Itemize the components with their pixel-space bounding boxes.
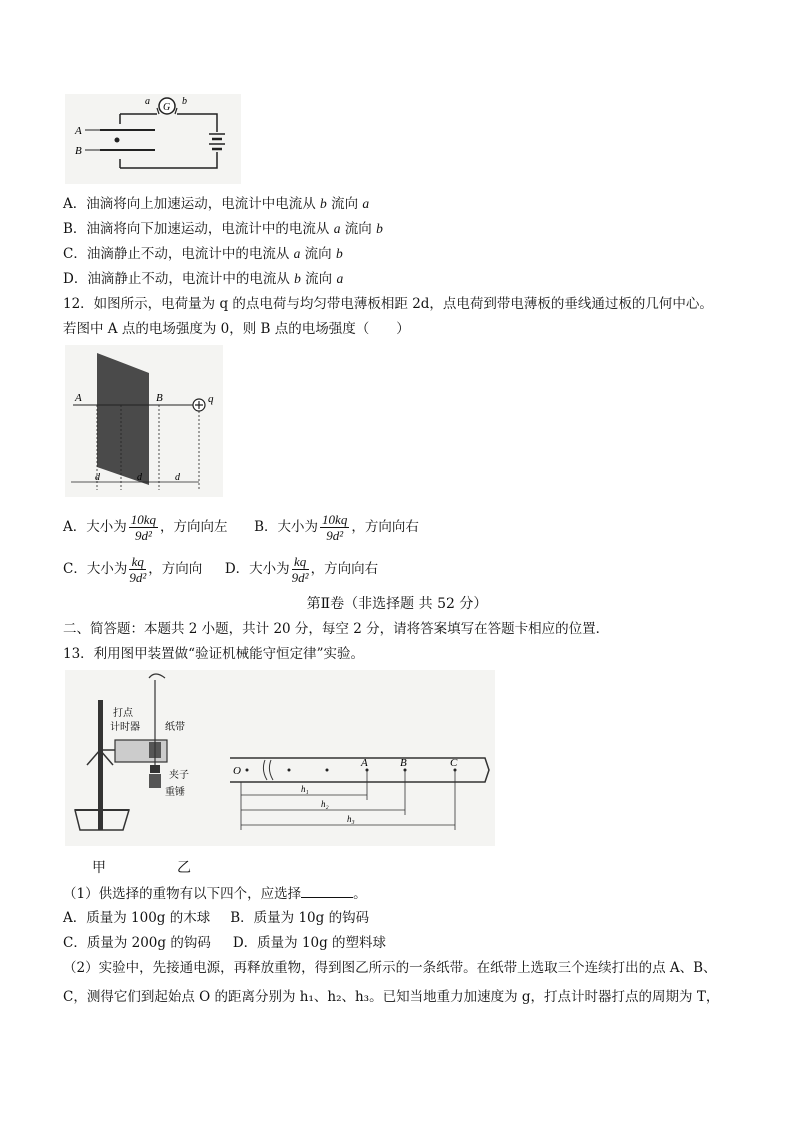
q12-stem-line2: 若图中 A 点的电场强度为 0，则 B 点的电场强度（ ）: [63, 321, 410, 337]
label-b: b: [182, 96, 187, 107]
label-plate-a: A: [75, 125, 82, 137]
label-charge-q: q: [208, 393, 214, 405]
experiment-diagram: [65, 670, 495, 846]
label-a: a: [145, 96, 150, 107]
section-2-title: 第Ⅱ卷（非选择题 共 52 分）: [306, 596, 488, 612]
q13-part2-line1: （2）实验中，先接通电源，再释放重物，得到图乙所示的一条纸带。在纸带上选取三个连续打出的点 A、B、: [63, 960, 717, 976]
q13-options-cd: C．质量为 200g 的钩码 D．质量为 10g 的塑料球: [63, 935, 387, 951]
q11-option-a: A．油滴将向上加速运动，电流计中电流从 b 流向 a: [63, 196, 370, 212]
label-dadian: 打点: [113, 708, 133, 719]
label-jishiqi: 计时器: [110, 722, 140, 733]
q11-option-b: B．油滴将向下加速运动，电流计中的电流从 a 流向 b: [63, 221, 383, 237]
label-h2: h₂: [321, 799, 329, 809]
label-d-3: d: [175, 472, 180, 483]
label-h3: h₃: [347, 814, 355, 824]
label-tape-a: A: [361, 757, 368, 769]
q13-options-ab: A．质量为 100g 的木球 B．质量为 10g 的钩码: [63, 910, 370, 926]
fraction-a: $\frac{10kq}{\text{9d²}}$: [130, 512, 157, 543]
label-h1: h₁: [301, 784, 309, 794]
label-d-1: d: [95, 472, 100, 483]
label-o: O: [233, 765, 241, 777]
label-tape-c: C: [450, 757, 458, 769]
label-zhidai: 纸带: [165, 722, 185, 733]
label-tape-b: B: [400, 757, 407, 769]
fraction-b: $\frac{10kq}{\text{9d²}}$: [322, 512, 348, 543]
q11-option-c: C．油滴静止不动，电流计中的电流从 a 流向 b: [63, 246, 343, 262]
label-g: G: [163, 102, 171, 113]
label-d-2: d: [137, 472, 142, 483]
circuit-figure: [65, 94, 241, 184]
charged-plate-diagram: [65, 345, 223, 497]
q13-part1: （1）供选择的重物有以下四个，应选择 。: [63, 886, 367, 902]
q11-option-d: D．油滴静止不动，电流计中的电流从 b 流向 a: [63, 271, 344, 287]
q12-options-ab: A．大小为 $\frac{10kq}{\text{9d²}}$ ，方向向左 B．大小为 $\frac{10kq}{\text{9d²}}$ ，方向向右: [63, 512, 419, 543]
circuit-diagram: [65, 94, 241, 184]
label-point-b: B: [156, 392, 163, 404]
label-jiazi: 夹子: [169, 770, 189, 781]
label-zhongchui: 重锤: [165, 787, 185, 798]
charged-plate-figure: [65, 345, 223, 497]
label-plate-b: B: [75, 145, 82, 157]
q13-stem: 13．利用图甲装置做“验证机械能守恒定律”实验。: [63, 646, 364, 662]
caption-yi: 乙: [177, 860, 191, 876]
q12-options-cd: C．大小为 $\frac{kq}{\text{9d²}}$ ，方向向 D．大小为 $\frac{kq}{\text{9d²}}$ ，方向向右: [63, 554, 379, 585]
experiment-figure: [65, 670, 495, 846]
section-2-intro: 二、简答题：本题共 2 小题，共计 20 分，每空 2 分，请将答案填写在答题卡相应的位置．: [63, 621, 610, 637]
q12-stem-line1: 12．如图所示，电荷量为 q 的点电荷与均匀带电薄板相距 2d，点电荷到带电薄板的垂线通过板的几何中心。: [63, 296, 713, 312]
fraction-c: $\frac{kq}{\text{9d²}}$: [129, 554, 147, 585]
caption-jia: 甲: [92, 860, 106, 876]
q13-part2-line2: C，测得它们到起始点 O 的距离分别为 h₁、h₂、h₃。已知当地重力加速度为 g，打点计时器打点的周期为 T，: [63, 989, 720, 1005]
label-point-a: A: [75, 392, 82, 404]
answer-blank[interactable]: [301, 884, 353, 898]
fraction-d: $\frac{kq}{\text{9d²}}$: [291, 554, 309, 585]
